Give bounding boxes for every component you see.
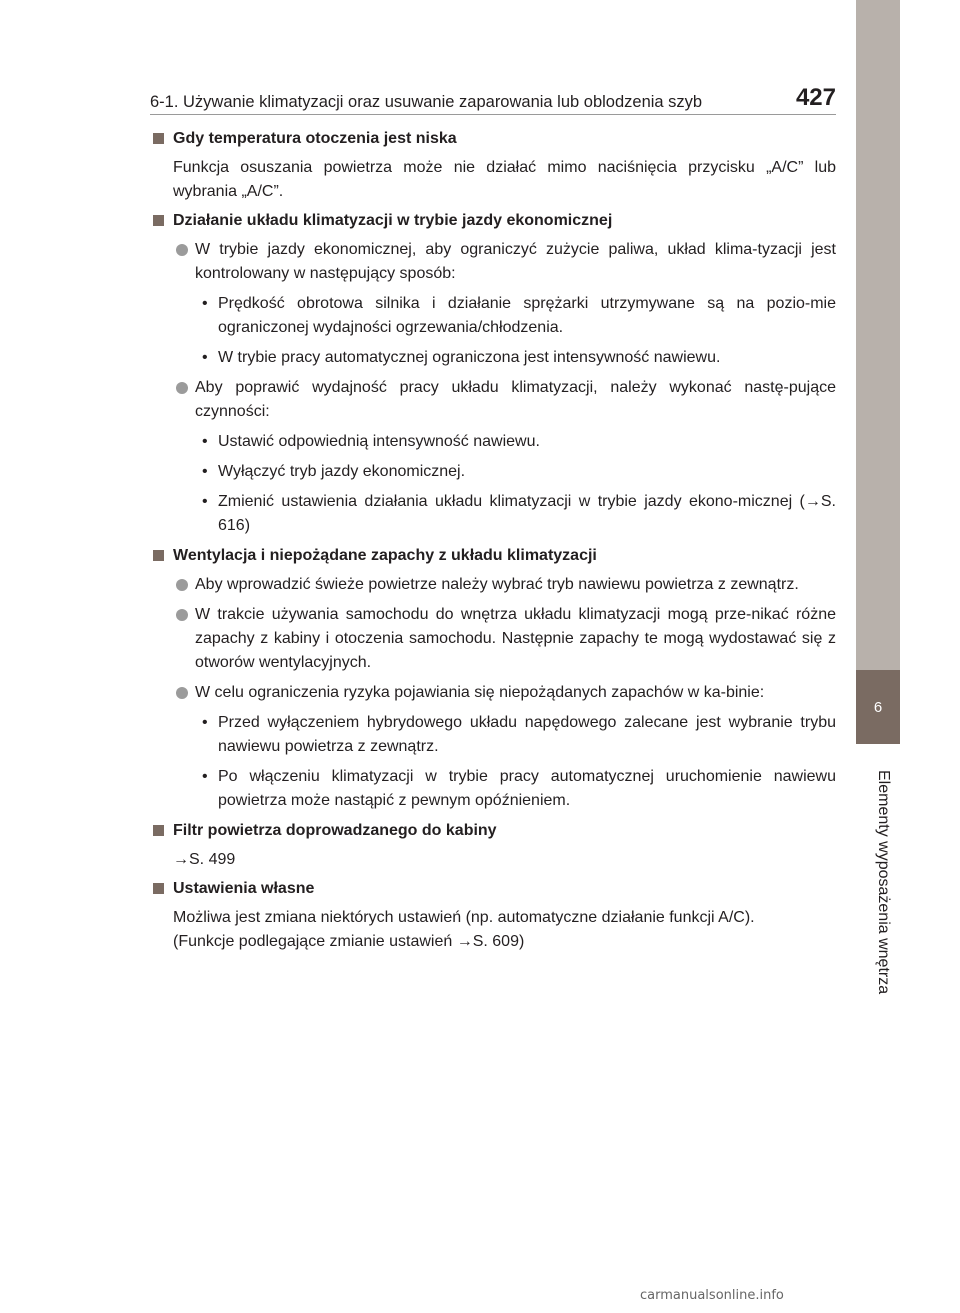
square-bullet-icon: [153, 133, 164, 144]
small-bullet-icon: •: [202, 295, 208, 312]
sub-list-item: [150, 711, 836, 759]
list-item: [150, 603, 836, 675]
sub-list-item-text: Po włączeniu klimatyzacji w trybie pracy automatycznej uruchomienie nawiewu powietrza może nastąpić z pewnym opóźnieniem.: [218, 768, 836, 809]
sub-list-item-text: Wyłączyć tryb jazdy ekonomicznej.: [218, 463, 466, 480]
small-bullet-icon: •: [202, 493, 208, 510]
list-item-text: Aby wprowadzić świeże powietrze należy wybrać tryb nawiewu powietrza z zewnątrz.: [195, 576, 799, 593]
section-heading: [150, 127, 836, 151]
page-reference: →S. 499: [173, 851, 236, 868]
paragraph: (Funkcje podlegające zmianie ustawień →S. 609): [173, 933, 525, 950]
paragraph: Możliwa jest zmiana niektórych ustawień (np. automatyczne działanie funkcji A/C).: [173, 909, 755, 926]
list-item: [150, 681, 836, 705]
sub-list-item-text: Zmienić ustawienia działania układu klimatyzacji w trybie jazdy ekono-micznej (→S. 616): [218, 493, 836, 534]
square-bullet-icon: [153, 825, 164, 836]
sub-list-item-text: Prędkość obrotowa silnika i działanie sprężarki utrzymywane są na pozio-mie ograniczonej wydajności ogrzewania/chłodzenia.: [218, 295, 836, 336]
circle-bullet-icon: [176, 579, 188, 591]
paragraph: Funkcja osuszania powietrza może nie działać mimo naciśnięcia przycisku „A/C” lub wybrania „A/C”.: [173, 159, 836, 200]
sub-list-item: [150, 490, 836, 538]
chapter-number: 6: [873, 698, 883, 716]
sub-list-item-text: Ustawić odpowiednią intensywność nawiewu.: [218, 433, 540, 450]
header-rule: [150, 114, 836, 115]
circle-bullet-icon: [176, 687, 188, 699]
sub-list-item: [150, 292, 836, 340]
square-bullet-icon: [153, 550, 164, 561]
list-item: [150, 376, 836, 424]
circle-bullet-icon: [176, 609, 188, 621]
header-title: 6-1. Używanie klimatyzacji oraz usuwanie zaparowania lub oblodzenia szyb: [150, 93, 703, 111]
section-heading: [150, 209, 836, 233]
section-heading-text: Wentylacja i niepożądane zapachy z układu klimatyzacji: [173, 547, 597, 564]
small-bullet-icon: •: [202, 349, 208, 366]
sub-list-item-text: W trybie pracy automatycznej ograniczona jest intensywność nawiewu.: [218, 349, 721, 366]
section-heading: [150, 819, 836, 843]
list-item-text: W trybie jazdy ekonomicznej, aby ograniczyć zużycie paliwa, układ klima-tyzacji jest kontrolowany w następujący sposób:: [195, 241, 836, 282]
sub-list-item: [150, 346, 836, 370]
small-bullet-icon: •: [202, 463, 208, 480]
side-tab-upper: [856, 0, 900, 670]
section-heading-text: Filtr powietrza doprowadzanego do kabiny: [173, 822, 497, 839]
sub-list-item: [150, 430, 836, 454]
section-heading: [150, 544, 836, 568]
page-number: 427: [795, 84, 836, 111]
circle-bullet-icon: [176, 382, 188, 394]
square-bullet-icon: [153, 215, 164, 226]
small-bullet-icon: •: [202, 768, 208, 785]
chapter-number-tab: [856, 670, 900, 744]
section-heading-text: Gdy temperatura otoczenia jest niska: [173, 130, 457, 147]
small-bullet-icon: •: [202, 714, 208, 731]
small-bullet-icon: •: [202, 433, 208, 450]
list-item-text: Aby poprawić wydajność pracy układu klimatyzacji, należy wykonać nastę-pujące czynności:: [195, 379, 836, 420]
circle-bullet-icon: [176, 244, 188, 256]
sub-list-item-text: Przed wyłączeniem hybrydowego układu napędowego zalecane jest wybranie trybu nawiewu powietrza z zewnątrz.: [218, 714, 836, 755]
list-item-text: W celu ograniczenia ryzyka pojawiania się niepożądanych zapachów w ka-binie:: [195, 684, 765, 701]
square-bullet-icon: [153, 883, 164, 894]
section-heading: [150, 877, 836, 901]
section-heading-text: Działanie układu klimatyzacji w trybie jazdy ekonomicznej: [173, 212, 613, 229]
sub-list-item: [150, 460, 836, 484]
list-item: [150, 238, 836, 286]
page-header: [150, 82, 836, 112]
page-content: [150, 127, 836, 959]
chapter-title: Elementy wyposażenia wnętrza: [875, 770, 892, 995]
watermark-text: carmanualsonline.info: [640, 1288, 784, 1303]
sub-list-item: [150, 765, 836, 813]
list-item-text: W trakcie używania samochodu do wnętrza układu klimatyzacji mogą prze-nikać różne zapachy z kabiny i otoczenia samochodu. Następnie zapachy te mogą wydostawać się z otworów wentylacyjnych.: [195, 606, 836, 671]
list-item: [150, 573, 836, 597]
section-heading-text: Ustawienia własne: [173, 880, 315, 897]
